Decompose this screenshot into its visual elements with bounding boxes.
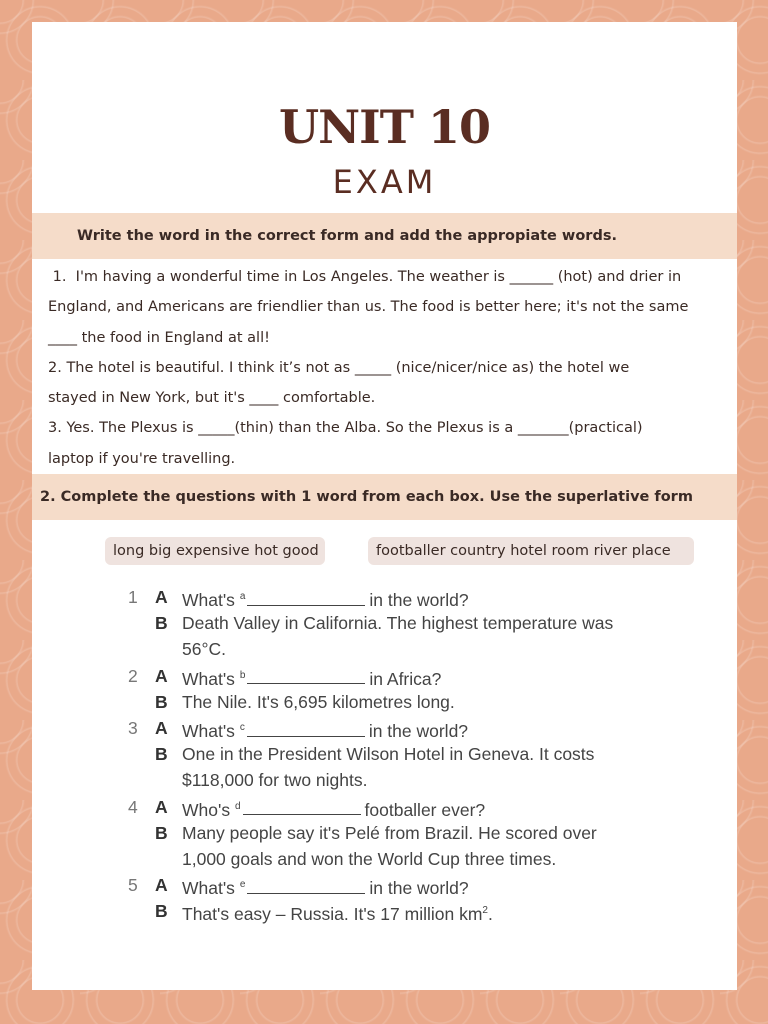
speaker-letter: B [155,691,168,712]
section1-exercise [48,262,728,474]
question-text [182,794,485,823]
speaker-letter: B [155,613,168,634]
question-row [122,898,682,924]
question-text [182,767,368,793]
question-text [182,846,556,872]
question-number: 3 [128,717,138,738]
question-text [182,872,469,901]
question-text [182,689,455,715]
word-box-nouns: footballer country hotel room river place [368,537,694,565]
question-text [182,715,468,744]
question-list [122,584,682,924]
question-row [122,689,682,715]
speaker-letter: A [155,717,168,738]
question-prefix: What's [182,720,235,741]
page-title: UNIT 10 [279,100,490,154]
question-row [122,636,682,662]
page-subtitle: EXAM [332,163,437,201]
question-row [122,715,682,741]
question-row [122,584,682,610]
answer-text: Many people say it's Pelé from Brazil. He scored over [182,822,597,843]
answer-blank[interactable] [247,719,365,737]
section2-instruction: 2. Complete the questions with 1 word from each box. Use the superlative form [32,474,737,520]
exercise-line: ____ the food in England at all! [48,329,270,346]
speaker-letter: B [155,901,168,922]
speaker-letter: B [155,822,168,843]
exercise-line: 2. The hotel is beautiful. I think it’s not as _____ (nice/nicer/nice as) the hotel we [48,359,630,376]
speaker-letter: A [155,875,168,896]
blank-marker: b [239,669,246,681]
exercise-line: 3. Yes. The Plexus is _____(thin) than the Alba. So the Plexus is a _______(practical) [48,420,643,437]
question-text [182,584,469,613]
answer-text: That's easy – Russia. It's 17 million km [182,904,483,925]
question-text [182,663,441,692]
question-row [122,846,682,872]
question-suffix: in the world? [369,877,469,898]
question-text [182,820,597,846]
question-text [182,898,493,927]
question-prefix: What's [182,668,235,689]
answer-blank[interactable] [247,876,365,894]
question-row [122,820,682,846]
question-row [122,741,682,767]
answer-text: The Nile. It's 6,695 kilometres long. [182,691,455,712]
answer-text: 56°C. [182,639,226,660]
speaker-letter: A [155,665,168,686]
worksheet-page [32,22,737,990]
exercise-line: laptop if you're travelling. [48,450,236,467]
answer-blank[interactable] [243,797,361,815]
question-row [122,872,682,898]
speaker-letter: B [155,744,168,765]
question-number: 4 [128,796,138,817]
exercise-line: England, and Americans are friendlier than us. The food is better here; it's not the same [48,299,689,316]
question-row [122,767,682,793]
blank-marker: a [239,591,246,602]
answer-blank[interactable] [247,666,365,684]
question-suffix: in the world? [369,589,469,610]
speaker-letter: A [155,587,168,607]
exercise-line: stayed in New York, but it's ____ comfortable. [48,390,376,407]
question-text [182,741,594,767]
question-prefix: Who's [182,799,231,820]
question-suffix: footballer ever? [364,799,486,820]
exercise-line: 1. I'm having a wonderful time in Los Angeles. The weather is ______ (hot) and drier in [48,269,682,285]
question-row [122,610,682,636]
question-row [122,794,682,820]
blank-marker: d [234,800,241,812]
question-text [182,636,226,662]
question-suffix: in the world? [368,720,469,741]
question-number: 1 [128,587,138,607]
question-number: 5 [128,875,138,896]
blank-marker: c [239,721,245,733]
answer-text: 1,000 goals and won the World Cup three times. [182,848,557,869]
question-row [122,663,682,689]
blank-marker: e [239,879,246,891]
section1-instruction: Write the word in the correct form and add the appropiate words. [32,213,737,259]
word-box-adjectives: long big expensive hot good [105,537,325,565]
answer-blank[interactable] [247,588,365,606]
superscript: 2 [482,905,488,917]
answer-text: Death Valley in California. The highest temperature was [182,613,614,634]
question-suffix: in Africa? [369,668,442,689]
question-number: 2 [128,665,138,686]
answer-text: One in the President Wilson Hotel in Geneva. It costs [182,744,595,765]
question-text [182,610,613,636]
question-prefix: What's [182,589,235,610]
answer-tail: . [487,904,493,925]
speaker-letter: A [155,796,168,817]
answer-text: $118,000 for two nights. [182,770,368,791]
question-prefix: What's [182,877,235,898]
